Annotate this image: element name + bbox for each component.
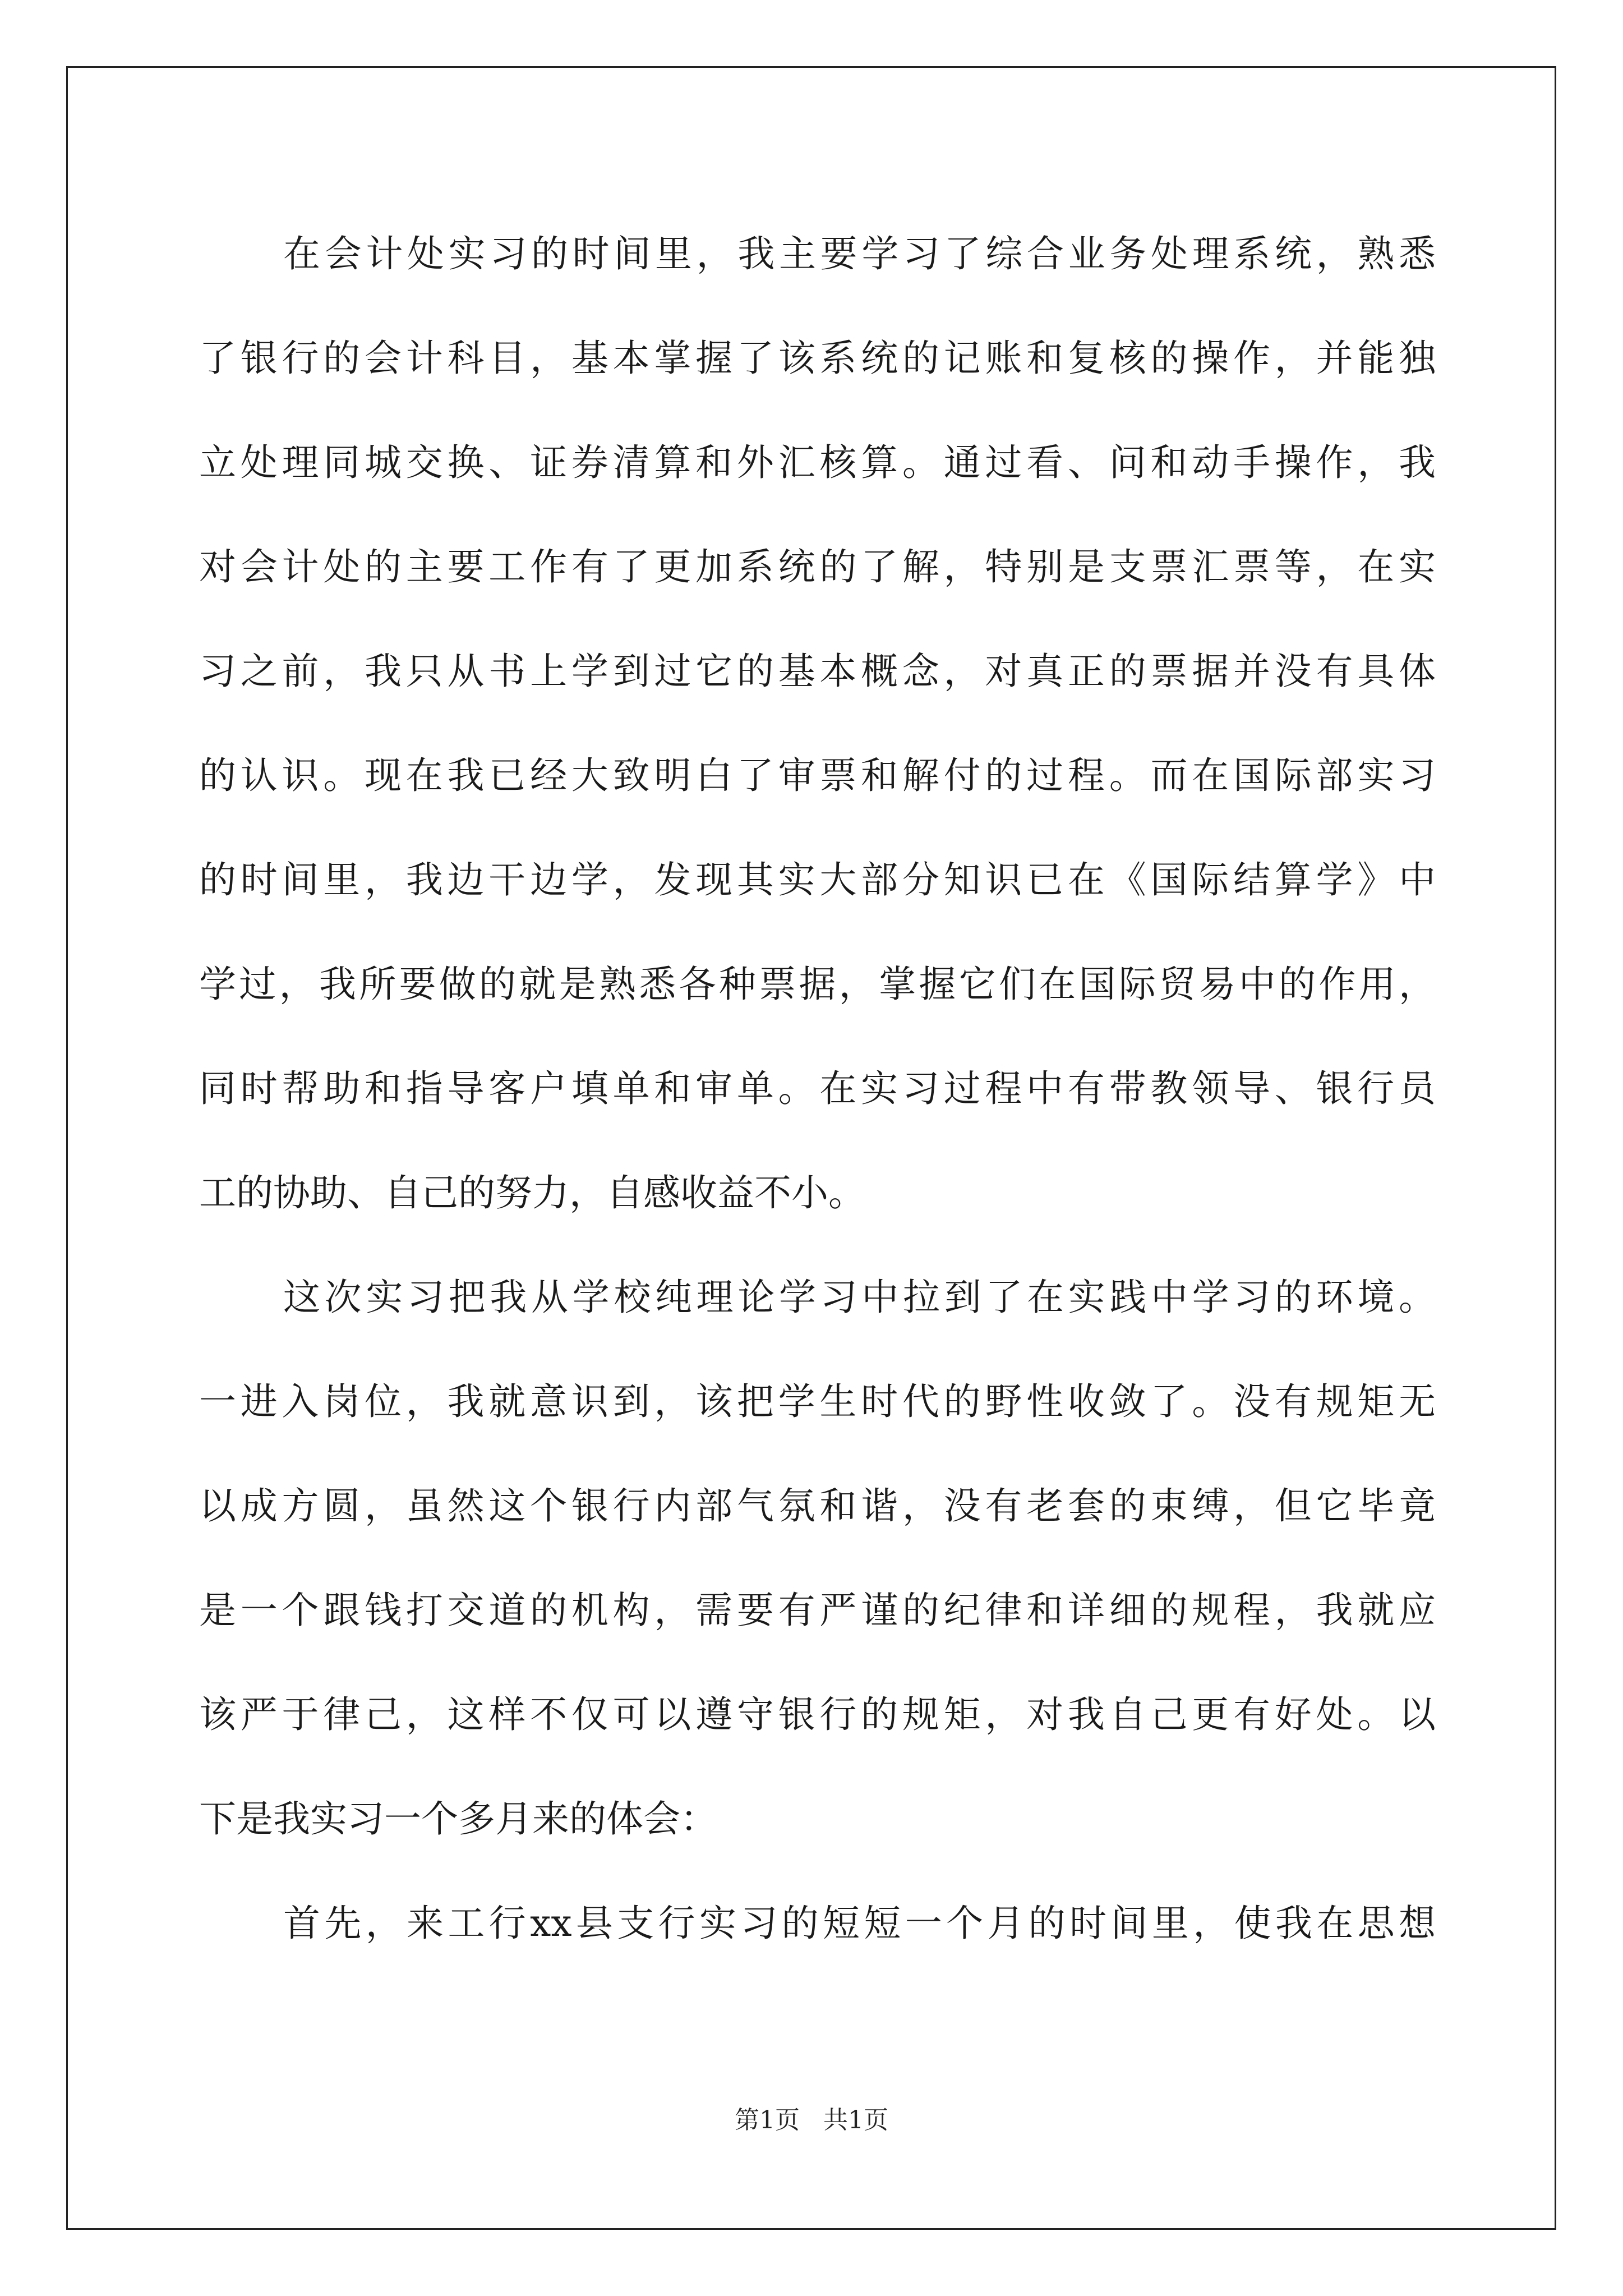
paragraph-1-line-5: 习之前，我只从书上学到过它的基本概念，对真正的票据并没有具体 (199, 650, 1436, 693)
paragraph-1-line-2: 了银行的会计科目，基本掌握了该系统的记账和复核的操作，并能独 (199, 337, 1436, 380)
paragraph-1-line-9: 同时帮助和指导客户填单和审单。在实习过程中有带教领导、银行员 (199, 1067, 1436, 1110)
paragraph-1-line-7: 的时间里，我边干边学，发现其实大部分知识已在《国际结算学》中 (199, 858, 1436, 901)
paragraph-2-line-4: 是一个跟钱打交道的机构，需要有严谨的纪律和详细的规程，我就应 (199, 1589, 1436, 1632)
paragraph-1-line-1: 在会计处实习的时间里，我主要学习了综合业务处理系统，熟悉 (283, 232, 1436, 275)
paragraph-2-line-2: 一进入岗位，我就意识到，该把学生时代的野性收敛了。没有规矩无 (199, 1380, 1436, 1423)
document-body (199, 216, 1436, 1990)
paragraph-1-line-4: 对会计处的主要工作有了更加系统的了解，特别是支票汇票等，在实 (199, 545, 1436, 588)
paragraph-2-line-1: 这次实习把我从学校纯理论学习中拉到了在实践中学习的环境。 (283, 1276, 1436, 1319)
paragraph-3-line-1: 首先，来工行xx县支行实习的短短一个月的时间里，使我在思想 (283, 1902, 1436, 1945)
paragraph-1-line-3: 立处理同城交换、证券清算和外汇核算。通过看、问和动手操作，我 (199, 441, 1436, 484)
paragraph-2-line-3: 以成方圆，虽然这个银行内部气氛和谐，没有老套的束缚，但它毕竟 (199, 1484, 1436, 1527)
paragraph-1-line-10: 工的协助、自己的努力，自感收益不小。 (199, 1171, 865, 1214)
page-number-label: 第1页 共1页 (735, 2106, 888, 2134)
paragraph-2-line-5: 该严于律己，这样不仅可以遵守银行的规矩，对我自己更有好处。以 (199, 1693, 1436, 1736)
page-footer (0, 2104, 1623, 2137)
paragraph-1-line-8: 学过，我所要做的就是熟悉各种票据，掌握它们在国际贸易中的作用， (199, 963, 1436, 1006)
paragraph-2-line-6: 下是我实习一个多月来的体会： (199, 1797, 717, 1841)
paragraph-1-line-6: 的认识。现在我已经大致明白了审票和解付的过程。而在国际部实习 (199, 754, 1436, 797)
